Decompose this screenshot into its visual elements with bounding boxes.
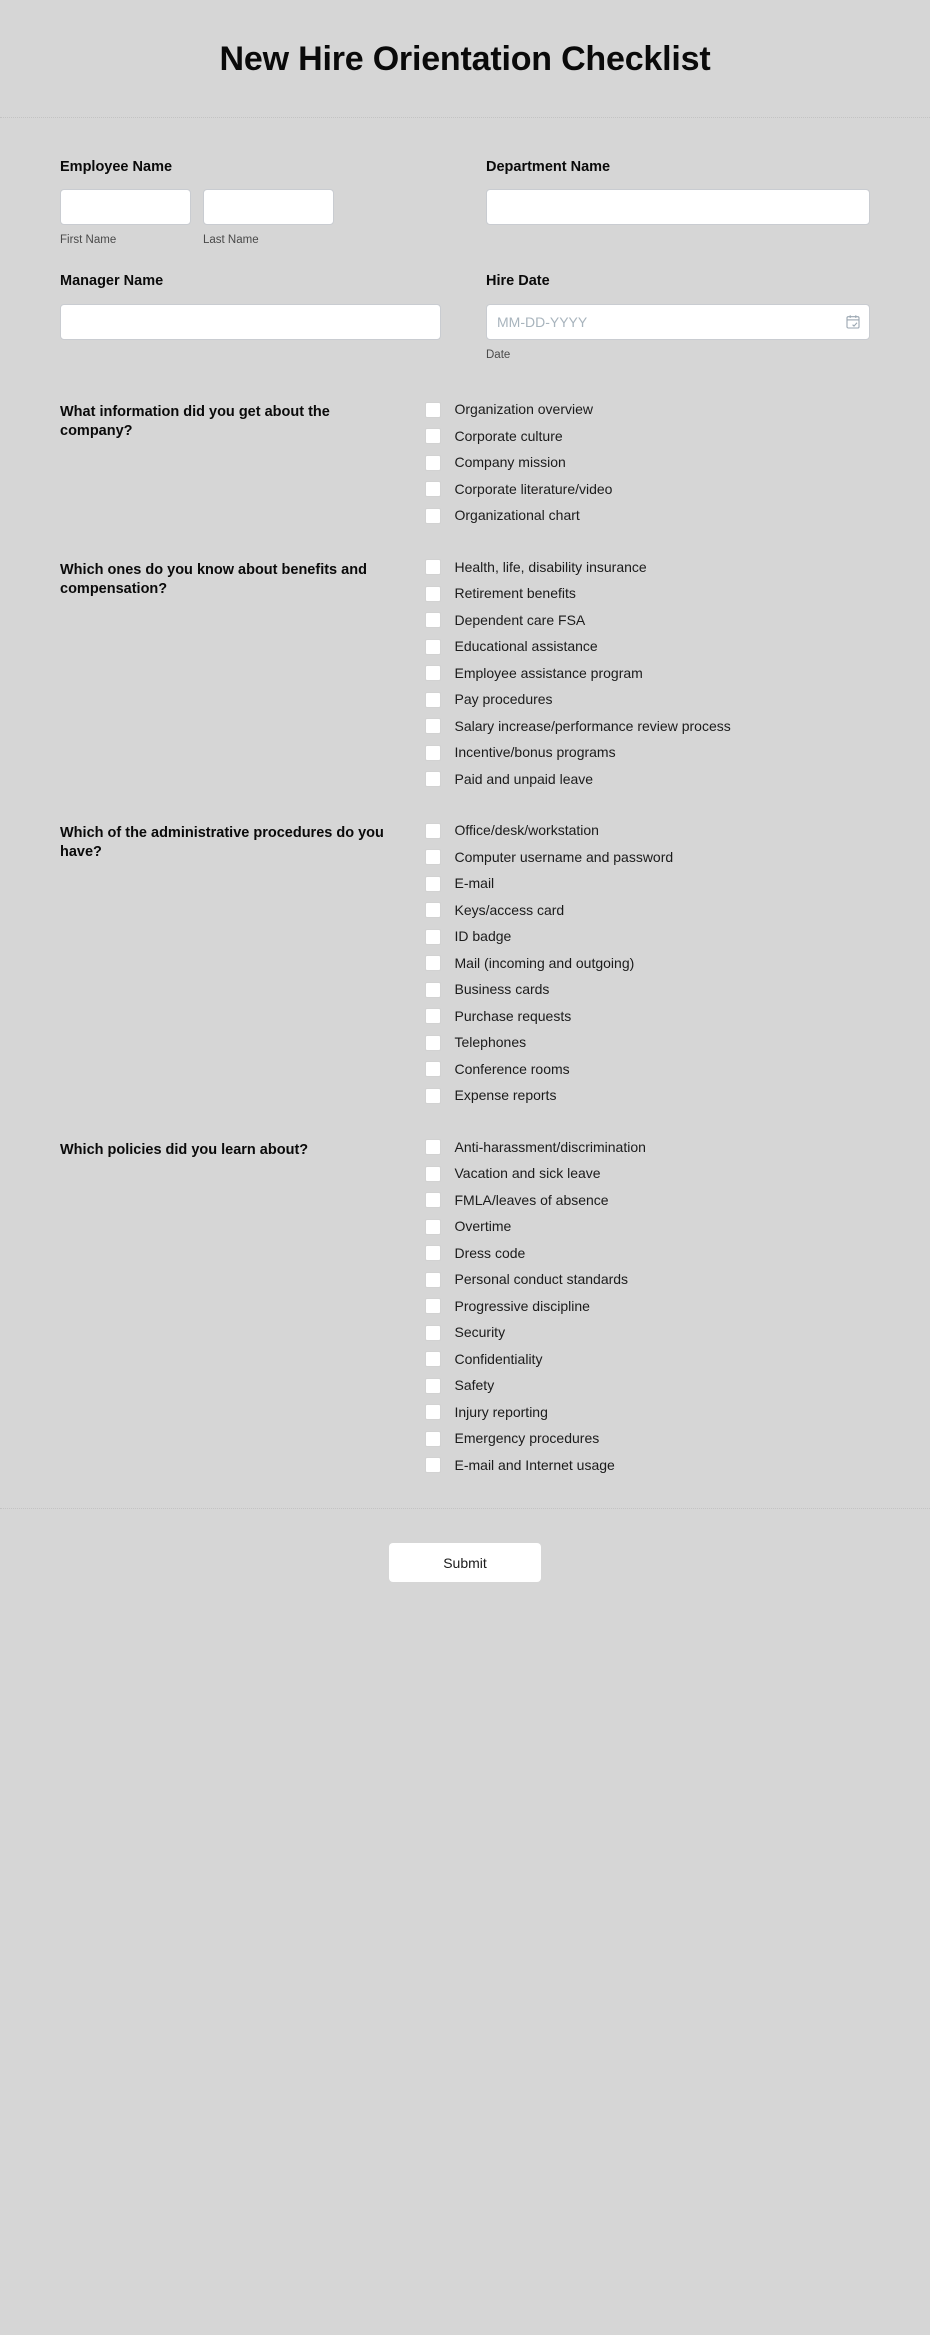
- first-name-wrapper: [60, 189, 191, 246]
- checkbox-input[interactable]: [425, 1272, 441, 1288]
- checkbox-input[interactable]: [425, 1166, 441, 1182]
- checkbox-label: Paid and unpaid leave: [454, 770, 594, 787]
- checkbox-input[interactable]: [425, 1378, 441, 1394]
- checkbox-input[interactable]: [425, 692, 441, 708]
- last-name-wrapper: [203, 189, 334, 246]
- checkbox-option[interactable]: [425, 1165, 871, 1183]
- department-name-label: Department Name: [486, 158, 611, 175]
- checkbox-option[interactable]: [425, 875, 871, 893]
- first-name-sub-label: First Name: [60, 234, 117, 247]
- checkbox-label: Telephones: [454, 1034, 527, 1051]
- checkbox-label: Office/desk/workstation: [454, 822, 599, 839]
- checkbox-label: Injury reporting: [454, 1403, 548, 1420]
- checkbox-input[interactable]: [425, 1035, 441, 1051]
- page-title: New Hire Orientation Checklist: [219, 40, 711, 78]
- checkbox-option[interactable]: [425, 1139, 871, 1157]
- checkbox-input[interactable]: [425, 1404, 441, 1420]
- checkbox-label: E-mail and Internet usage: [454, 1456, 615, 1473]
- checkbox-label: Computer username and password: [454, 848, 674, 865]
- checkbox-input[interactable]: [425, 929, 441, 945]
- checkbox-option[interactable]: [425, 849, 871, 867]
- employee-name-label: Employee Name: [60, 158, 173, 175]
- checkbox-label: Personal conduct standards: [454, 1271, 629, 1288]
- checkbox-option[interactable]: [425, 718, 871, 736]
- checkbox-label: Retirement benefits: [454, 585, 576, 602]
- checkbox-option[interactable]: [425, 928, 871, 946]
- field-row-identity: [60, 158, 870, 247]
- checkbox-input[interactable]: [425, 1061, 441, 1077]
- checkbox-label: Organizational chart: [454, 507, 580, 524]
- checkbox-option[interactable]: [425, 955, 871, 973]
- checkbox-label: Safety: [454, 1377, 495, 1394]
- question-label: What information did you get about the company?: [60, 404, 330, 440]
- checkbox-input[interactable]: [425, 982, 441, 998]
- checkbox-option[interactable]: [425, 822, 871, 840]
- question-block: [60, 1135, 870, 1475]
- hire-date-input[interactable]: [486, 304, 870, 340]
- question-label: Which of the administrative procedures do you have?: [60, 825, 384, 861]
- checkbox-input[interactable]: [425, 428, 441, 444]
- employee-name-field-group: [60, 158, 465, 247]
- checkbox-option[interactable]: [425, 1271, 871, 1289]
- checkbox-input[interactable]: [425, 1431, 441, 1447]
- checkbox-label: Conference rooms: [454, 1060, 570, 1077]
- submit-button[interactable]: Submit: [389, 1543, 541, 1582]
- checkbox-option[interactable]: [425, 638, 871, 656]
- checkbox-label: Organization overview: [454, 401, 594, 418]
- checkbox-input[interactable]: [425, 1139, 441, 1155]
- question-label: Which ones do you know about benefits and compensation?: [60, 561, 367, 597]
- last-name-sub-label: Last Name: [203, 234, 259, 247]
- checkbox-input[interactable]: [425, 1457, 441, 1473]
- checkbox-label: Expense reports: [454, 1087, 557, 1104]
- checkbox-option[interactable]: [425, 428, 871, 446]
- checkbox-input[interactable]: [425, 1008, 441, 1024]
- checkbox-option[interactable]: [425, 1008, 871, 1026]
- department-name-field-group: [465, 158, 870, 247]
- question-block: [60, 818, 870, 1105]
- checkbox-option[interactable]: [425, 1298, 871, 1316]
- checkbox-option[interactable]: [425, 1087, 871, 1105]
- checkbox-option[interactable]: [425, 744, 871, 762]
- checkbox-label: Confidentiality: [454, 1350, 543, 1367]
- checkbox-label: Purchase requests: [454, 1007, 572, 1024]
- checkbox-group: [425, 559, 871, 789]
- checkbox-input[interactable]: [425, 1219, 441, 1235]
- question-block: [60, 555, 870, 789]
- form-header: [0, 0, 930, 118]
- checkbox-option[interactable]: [425, 559, 871, 577]
- checkbox-label: Employee assistance program: [454, 664, 643, 681]
- checkbox-label: FMLA/leaves of absence: [454, 1191, 609, 1208]
- checkbox-option[interactable]: [425, 1457, 871, 1475]
- checkbox-input[interactable]: [425, 1088, 441, 1104]
- checkbox-input[interactable]: [425, 665, 441, 681]
- checkbox-option[interactable]: [425, 1351, 871, 1369]
- first-name-input[interactable]: [60, 189, 191, 225]
- checkbox-input[interactable]: [425, 559, 441, 575]
- manager-name-field-group: [60, 272, 465, 361]
- checkbox-option[interactable]: [425, 454, 871, 472]
- hire-date-input-wrapper: [486, 304, 870, 340]
- checkbox-label: Dependent care FSA: [454, 611, 586, 628]
- checkbox-option[interactable]: [425, 1192, 871, 1210]
- checkbox-input[interactable]: [425, 745, 441, 761]
- checkbox-label: Pay procedures: [454, 691, 553, 708]
- checkbox-input[interactable]: [425, 639, 441, 655]
- checkbox-option[interactable]: [425, 1430, 871, 1448]
- checkbox-label: Salary increase/performance review process: [454, 717, 731, 734]
- form-body: [0, 118, 930, 1475]
- checkbox-label: Vacation and sick leave: [454, 1165, 601, 1182]
- checkbox-input[interactable]: [425, 1245, 441, 1261]
- field-row-manager-date: [60, 272, 870, 361]
- checkbox-label: Keys/access card: [454, 901, 565, 918]
- checkbox-option[interactable]: [425, 612, 871, 630]
- checkbox-input[interactable]: [425, 849, 441, 865]
- checkbox-input[interactable]: [425, 1298, 441, 1314]
- checkbox-option[interactable]: [425, 902, 871, 920]
- checkbox-label: E-mail: [454, 875, 495, 892]
- checkbox-input[interactable]: [425, 402, 441, 418]
- checkbox-option[interactable]: [425, 981, 871, 999]
- form-footer: [0, 1508, 930, 1626]
- question-label: Which policies did you learn about?: [60, 1141, 309, 1158]
- checkbox-label: Anti-harassment/discrimination: [454, 1138, 646, 1155]
- checkbox-group: [425, 1139, 871, 1475]
- hire-date-label: Hire Date: [486, 273, 550, 290]
- checkbox-label: Educational assistance: [454, 638, 598, 655]
- checkbox-input[interactable]: [425, 481, 441, 497]
- checkbox-input[interactable]: [425, 508, 441, 524]
- last-name-input[interactable]: [203, 189, 334, 225]
- checkbox-label: Progressive discipline: [454, 1297, 590, 1314]
- employee-name-inputs: [60, 189, 441, 246]
- checkbox-option[interactable]: [425, 1324, 871, 1342]
- checkbox-label: Dress code: [454, 1244, 526, 1261]
- checkbox-label: Corporate literature/video: [454, 480, 613, 497]
- checkbox-label: Health, life, disability insurance: [454, 558, 647, 575]
- checkbox-input[interactable]: [425, 902, 441, 918]
- checkbox-option[interactable]: [425, 481, 871, 499]
- checkbox-label: Emergency procedures: [454, 1430, 600, 1447]
- checkbox-input[interactable]: [425, 955, 441, 971]
- checkbox-group: [425, 822, 871, 1105]
- hire-date-sub-label: Date: [486, 349, 511, 362]
- checkbox-label: Corporate culture: [454, 427, 563, 444]
- checkbox-option[interactable]: [425, 1034, 871, 1052]
- checkbox-input[interactable]: [425, 586, 441, 602]
- checkbox-option[interactable]: [425, 1218, 871, 1236]
- checkbox-label: Mail (incoming and outgoing): [454, 954, 635, 971]
- manager-name-input[interactable]: [60, 304, 441, 340]
- checkbox-option[interactable]: [425, 401, 871, 419]
- checkbox-option[interactable]: [425, 1061, 871, 1079]
- department-name-input[interactable]: [486, 189, 870, 225]
- checkbox-option[interactable]: [425, 665, 871, 683]
- checkbox-input[interactable]: [425, 771, 441, 787]
- checkbox-option[interactable]: [425, 1377, 871, 1395]
- checkbox-input[interactable]: [425, 823, 441, 839]
- hire-date-field-group: [465, 272, 870, 361]
- checkbox-input[interactable]: [425, 1325, 441, 1341]
- checkbox-input[interactable]: [425, 455, 441, 471]
- checkbox-input[interactable]: [425, 1351, 441, 1367]
- questions-container: [60, 397, 870, 1474]
- checkbox-label: Company mission: [454, 454, 566, 471]
- checkbox-option[interactable]: [425, 1245, 871, 1263]
- checkbox-option[interactable]: [425, 771, 871, 789]
- checkbox-option[interactable]: [425, 585, 871, 603]
- checkbox-label: ID badge: [454, 928, 512, 945]
- checkbox-option[interactable]: [425, 1404, 871, 1422]
- checkbox-label: Overtime: [454, 1218, 512, 1235]
- manager-name-label: Manager Name: [60, 273, 164, 290]
- checkbox-label: Business cards: [454, 981, 550, 998]
- checkbox-label: Security: [454, 1324, 506, 1341]
- question-block: [60, 397, 870, 525]
- checkbox-option[interactable]: [425, 691, 871, 709]
- checkbox-input[interactable]: [425, 718, 441, 734]
- checkbox-label: Incentive/bonus programs: [454, 744, 616, 761]
- checkbox-input[interactable]: [425, 1192, 441, 1208]
- checkbox-input[interactable]: [425, 612, 441, 628]
- checkbox-input[interactable]: [425, 876, 441, 892]
- checkbox-option[interactable]: [425, 507, 871, 525]
- checkbox-group: [425, 401, 871, 525]
